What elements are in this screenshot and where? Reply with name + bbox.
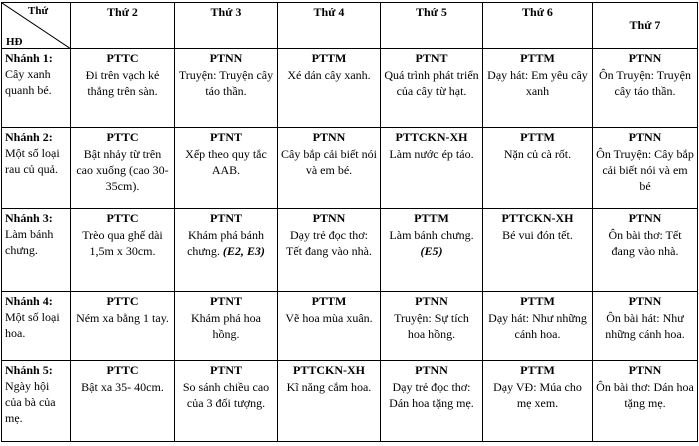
subject-code: PTTC <box>106 294 139 308</box>
subject-code: PTNN <box>415 363 448 377</box>
activity-text: Khám phá bánh chưng. <box>187 228 264 258</box>
activity-cell <box>593 361 698 442</box>
activity-cell <box>71 361 175 442</box>
subject-code: PTTC <box>106 51 139 65</box>
activity-text: Ôn bài hát: Như những cánh hoa. <box>605 311 685 341</box>
subject-code: PTTC <box>106 211 139 225</box>
activity-cell <box>381 361 483 442</box>
activity-text: Truyện: Truyện cây táo thần. <box>178 68 274 98</box>
activity-cell <box>483 209 593 292</box>
activity-text: Dạy hát: Em yêu cây xanh <box>487 68 588 98</box>
branch-cell <box>2 209 71 292</box>
activity-extra-code: (E2, E3) <box>222 244 265 258</box>
branch-desc: Một số loại rau củ quả. <box>5 146 60 176</box>
subject-code: PTTC <box>106 130 139 144</box>
activity-text: Bật xa 35- 40cm. <box>81 380 164 394</box>
activity-cell <box>278 292 381 361</box>
subject-code: PTNN <box>415 294 448 308</box>
activity-text: Nặn củ cà rốt. <box>503 147 572 161</box>
day-header-thu: Thứ 5 <box>381 3 483 49</box>
day-header-mon: Thứ 2 <box>71 3 175 49</box>
subject-code: PTTC <box>106 363 139 377</box>
branch-name: Nhánh 4: <box>5 294 53 308</box>
activity-cell <box>71 209 175 292</box>
activity-text: Kĩ năng cắm hoa. <box>286 380 372 394</box>
table-row <box>2 128 698 209</box>
activity-text: Làm nước ép táo. <box>389 147 474 161</box>
activity-cell <box>593 292 698 361</box>
subject-code: PTTM <box>311 294 347 308</box>
subject-code: PTTM <box>520 130 555 144</box>
corner-label-activity: HĐ <box>6 36 23 48</box>
activity-text: Xếp theo quy tắc AAB. <box>185 147 267 177</box>
day-header-wed: Thứ 4 <box>278 3 381 49</box>
activity-cell <box>483 361 593 442</box>
table-row <box>2 49 698 128</box>
activity-text: Dạy hát: Như những cánh hoa. <box>488 311 587 341</box>
branch-cell <box>2 361 71 442</box>
activity-text: Ôn bài thơ: Dán hoa tặng mẹ. <box>596 380 694 410</box>
subject-code: PTNT <box>209 294 242 308</box>
branch-name: Nhánh 3: <box>5 211 53 225</box>
subject-code: PTNN <box>628 363 662 377</box>
day-header-sat: Thứ 7 <box>593 3 698 49</box>
branch-name: Nhánh 1: <box>5 51 53 65</box>
header-row <box>2 3 698 49</box>
activity-cell <box>381 209 483 292</box>
subject-code: PTTCKN-XH <box>395 130 468 144</box>
activity-cell <box>593 49 698 128</box>
activity-text: So sánh chiều cao của 3 đối tượng. <box>182 380 270 410</box>
activity-text: Ôn bài thơ: Tết đang vào nhà. <box>608 228 682 258</box>
branch-desc: Một số loại hoa. <box>5 310 60 340</box>
day-header-tue: Thứ 3 <box>175 3 278 49</box>
corner-header-cell <box>2 3 71 49</box>
activity-text: Bé vui đón tết. <box>502 228 573 242</box>
activity-cell <box>175 49 278 128</box>
branch-name: Nhánh 2: <box>5 130 53 144</box>
activity-text: Bật nhảy từ trên cao xuống (cao 30-35cm). <box>76 147 169 193</box>
activity-text: Trèo qua ghế dài 1,5m x 30cm. <box>82 228 163 258</box>
table-row <box>2 361 698 442</box>
activity-extra-code: (E5) <box>420 244 443 258</box>
activity-text: Đi trên vạch kẻ thẳng trên sàn. <box>85 68 160 98</box>
subject-code: PTNN <box>312 130 346 144</box>
activity-cell <box>71 292 175 361</box>
subject-code: PTTM <box>414 211 449 225</box>
activity-cell <box>278 128 381 209</box>
activity-cell <box>483 49 593 128</box>
table-row <box>2 292 698 361</box>
subject-code: PTNT <box>209 130 242 144</box>
corner-label-day: Thứ <box>28 5 49 17</box>
activity-text: Dạy trẻ đọc thơ: Tết đang vào nhà. <box>286 228 372 258</box>
subject-code: PTNN <box>209 51 243 65</box>
subject-code: PTNT <box>415 51 448 65</box>
branch-desc: Cây xanh quanh bé. <box>5 67 52 97</box>
day-header-fri: Thứ 6 <box>483 3 593 49</box>
activity-text: Ném xa bằng 1 tay. <box>76 311 169 325</box>
branch-desc: Làm bánh chưng. <box>5 227 54 257</box>
subject-code: PTTM <box>520 51 555 65</box>
subject-code: PTTM <box>520 294 555 308</box>
activity-text: Vẽ hoa mùa xuân. <box>285 311 373 325</box>
activity-cell <box>278 361 381 442</box>
activity-cell <box>483 292 593 361</box>
activity-cell <box>175 209 278 292</box>
branch-cell <box>2 128 71 209</box>
activity-text: Quá trình phát triển của cây từ hạt. <box>384 68 479 98</box>
subject-code: PTNN <box>628 130 662 144</box>
activity-cell <box>381 292 483 361</box>
activity-cell <box>593 209 698 292</box>
activity-text: Dạy VĐ: Múa cho mẹ xem. <box>493 380 582 410</box>
branch-desc: Ngày hội của bà của mẹ. <box>5 379 56 425</box>
subject-code: PTNN <box>628 294 662 308</box>
activity-cell <box>278 49 381 128</box>
branch-cell <box>2 49 71 128</box>
activity-text: Làm bánh chưng. <box>389 228 474 242</box>
activity-text: Dạy trẻ đọc thơ: Dán hoa tặng mẹ. <box>389 380 474 410</box>
activity-text: Xé dán cây xanh. <box>287 68 371 82</box>
weekly-schedule-table <box>1 2 698 442</box>
branch-cell <box>2 292 71 361</box>
activity-text: Cây bắp cải biết nói và em bé. <box>281 147 377 177</box>
activity-cell <box>593 128 698 209</box>
activity-text: Ôn Truyện: Cây bắp cải biết nói và em bé <box>596 147 694 193</box>
activity-text: Khám phá hoa hồng. <box>191 311 261 341</box>
subject-code: PTNT <box>209 363 242 377</box>
activity-cell <box>483 128 593 209</box>
subject-code: PTNN <box>312 211 346 225</box>
activity-cell <box>175 361 278 442</box>
subject-code: PTTM <box>311 51 347 65</box>
subject-code: PTNN <box>628 211 662 225</box>
activity-cell <box>71 128 175 209</box>
activity-text: Ôn Truyện: Truyện cây táo thần. <box>598 68 692 98</box>
subject-code: PTTM <box>520 363 555 377</box>
subject-code: PTNN <box>628 51 662 65</box>
activity-cell <box>381 128 483 209</box>
activity-cell <box>71 49 175 128</box>
branch-name: Nhánh 5: <box>5 363 53 377</box>
activity-cell <box>175 128 278 209</box>
activity-cell <box>278 209 381 292</box>
subject-code: PTNT <box>209 211 242 225</box>
activity-cell <box>175 292 278 361</box>
subject-code: PTTCKN-XH <box>293 363 365 377</box>
subject-code: PTTCKN-XH <box>501 211 574 225</box>
activity-text: Truyện: Sự tích hoa hồng. <box>394 311 469 341</box>
activity-cell <box>381 49 483 128</box>
table-row <box>2 209 698 292</box>
